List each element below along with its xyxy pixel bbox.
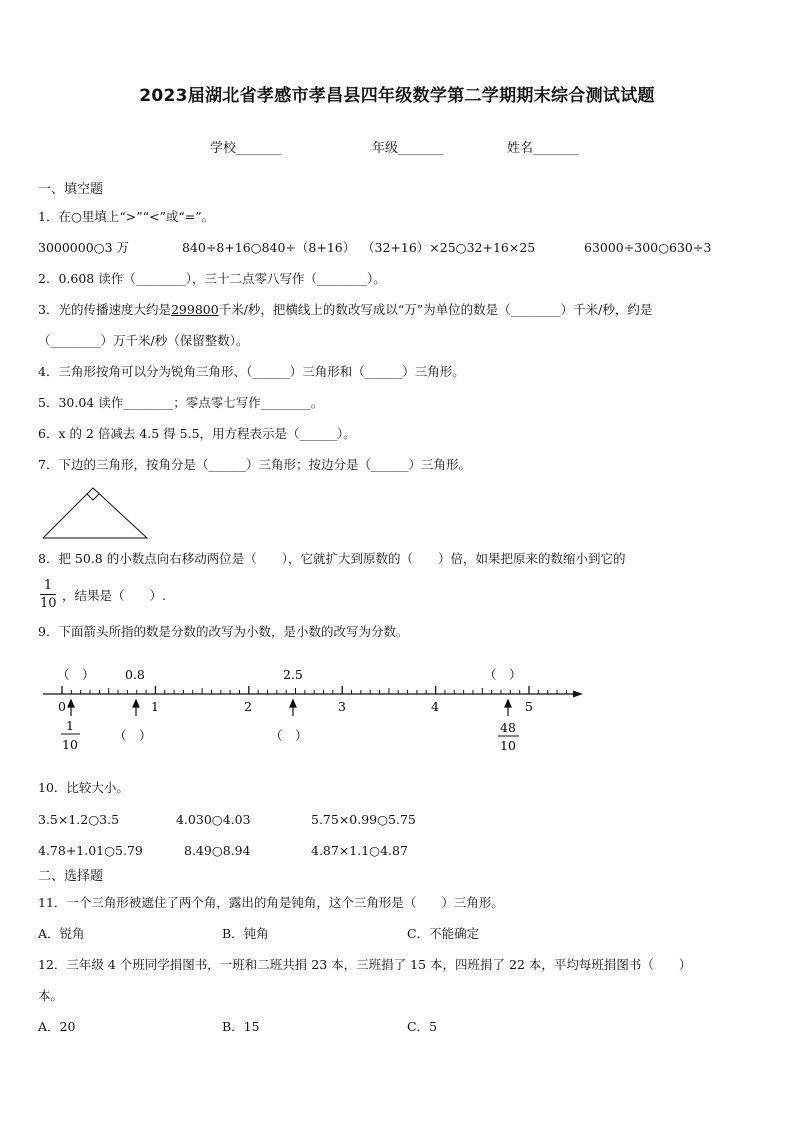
q1-item-1[interactable]: 3000000○3 万	[38, 240, 130, 255]
q10-item-6[interactable]: 4.87×1.1○4.87	[311, 843, 408, 858]
tick-label-0: 0	[58, 699, 66, 714]
frac2-numerator: 48	[500, 720, 516, 735]
tick-label-5: 5	[525, 699, 533, 714]
tick-label-2: 2	[244, 699, 252, 714]
top-label-blank-1: （ ）	[57, 667, 95, 682]
section-multiple-choice: 二、选择题	[38, 869, 104, 884]
bottom-blank-1: （ ）	[114, 728, 152, 743]
question-4: 4．三角形按角可以分为锐角三角形、（______）三角形和（______）三角形。	[38, 364, 465, 379]
q3-text-post: 千米/秒，把横线上的数改写成以“万”为单位的数是（________）千米/秒，约是	[218, 302, 653, 317]
section-fill-in: 一、填空题	[38, 182, 104, 197]
arrow-head-1	[68, 700, 74, 707]
question-11: 11．一个三角形被遮住了两个角，露出的角是钝角，这个三角形是（ ）三角形。	[38, 895, 504, 910]
tick-label-4: 4	[431, 699, 439, 714]
number-line-ticks	[62, 686, 566, 694]
question-8: 8．把 50.8 的小数点向右移动两位是（ ），它就扩大到原数的（ ）倍，如果把原来的数缩小到它的	[38, 551, 626, 566]
q1-item-4[interactable]: 63000÷300○630÷3	[584, 240, 712, 255]
q3-text-pre: 3．光的传播速度大约是	[38, 302, 171, 317]
grade-field[interactable]: 年级_______	[372, 141, 444, 156]
question-5: 5．30.04 读作________；零点零七写作________。	[38, 395, 324, 410]
question-1: 1．在○里填上“>”“<”或“=”。	[38, 209, 215, 224]
q10-item-1[interactable]: 3.5×1.2○3.5	[38, 812, 120, 827]
number-line	[38, 660, 590, 760]
tick-label-1: 1	[151, 699, 159, 714]
question-3-line-2: （________）万千米/秒（保留整数）。	[38, 333, 249, 348]
question-8-line-2: ，结果是（ ）.	[62, 588, 166, 603]
q11-option-b[interactable]: B．钝角	[222, 926, 269, 941]
frac1-numerator: 1	[66, 718, 74, 733]
q12-option-a[interactable]: A．20	[38, 1019, 76, 1034]
q1-item-2[interactable]: 840÷8+16○840÷（8+16）	[182, 240, 356, 255]
top-label-0.8: 0.8	[125, 667, 145, 682]
page-title: 2023届湖北省孝感市孝昌县四年级数学第二学期期末综合测试试题	[139, 86, 655, 106]
question-12-line-2: 本。	[38, 988, 64, 1003]
arrow-head-3	[290, 700, 296, 707]
q12-option-b[interactable]: B．15	[222, 1019, 260, 1034]
bottom-blank-2: （ ）	[270, 728, 308, 743]
q10-item-5[interactable]: 8.49○8.94	[184, 843, 251, 858]
q3-underlined-number: 299800	[170, 302, 219, 317]
right-isosceles-triangle-figure	[40, 484, 152, 540]
arrow-head-2	[133, 700, 139, 707]
question-9: 9．下面箭头所指的数是分数的改写为小数，是小数的改写为分数。	[38, 624, 409, 639]
frac2-denominator: 10	[500, 738, 516, 753]
school-field[interactable]: 学校_______	[210, 141, 282, 156]
q10-item-3[interactable]: 5.75×0.99○5.75	[311, 812, 416, 827]
q8-fraction-numerator: 1	[43, 578, 53, 593]
question-10: 10．比较大小。	[38, 780, 129, 795]
top-label-2.5: 2.5	[283, 667, 303, 682]
frac1-denominator: 10	[62, 737, 78, 752]
question-3	[38, 302, 652, 318]
q11-option-c[interactable]: C．不能确定	[407, 926, 480, 941]
q11-option-a[interactable]: A．锐角	[38, 926, 85, 941]
question-7: 7．下边的三角形，按角分是（______）三角形；按边分是（______）三角形。	[38, 457, 471, 472]
question-2: 2．0.608 读作（________），三十二点零八写作（________）。	[38, 271, 386, 286]
q8-fraction	[40, 578, 56, 611]
q10-item-2[interactable]: 4.030○4.03	[176, 812, 251, 827]
question-6: 6．x 的 2 倍减去 4.5 得 5.5，用方程表示是（______）。	[38, 426, 356, 441]
tick-label-3: 3	[338, 699, 346, 714]
q1-item-3[interactable]: （32+16）×25○32+16×25	[362, 240, 536, 255]
question-12: 12．三年级 4 个班同学捐图书，一班和二班共捐 23 本，三班捐了 15 本，四班捐了 22 本，平均每班捐图书（ ）	[38, 957, 692, 972]
q10-item-4[interactable]: 4.78+1.01○5.79	[38, 843, 143, 858]
arrow-head-4	[505, 700, 511, 707]
q8-fraction-denominator: 10	[40, 596, 57, 611]
q12-option-c[interactable]: C．5	[407, 1019, 438, 1034]
top-label-blank-2: （ ）	[484, 667, 522, 682]
number-line-arrowhead	[573, 691, 583, 698]
name-field[interactable]: 姓名_______	[507, 141, 579, 156]
